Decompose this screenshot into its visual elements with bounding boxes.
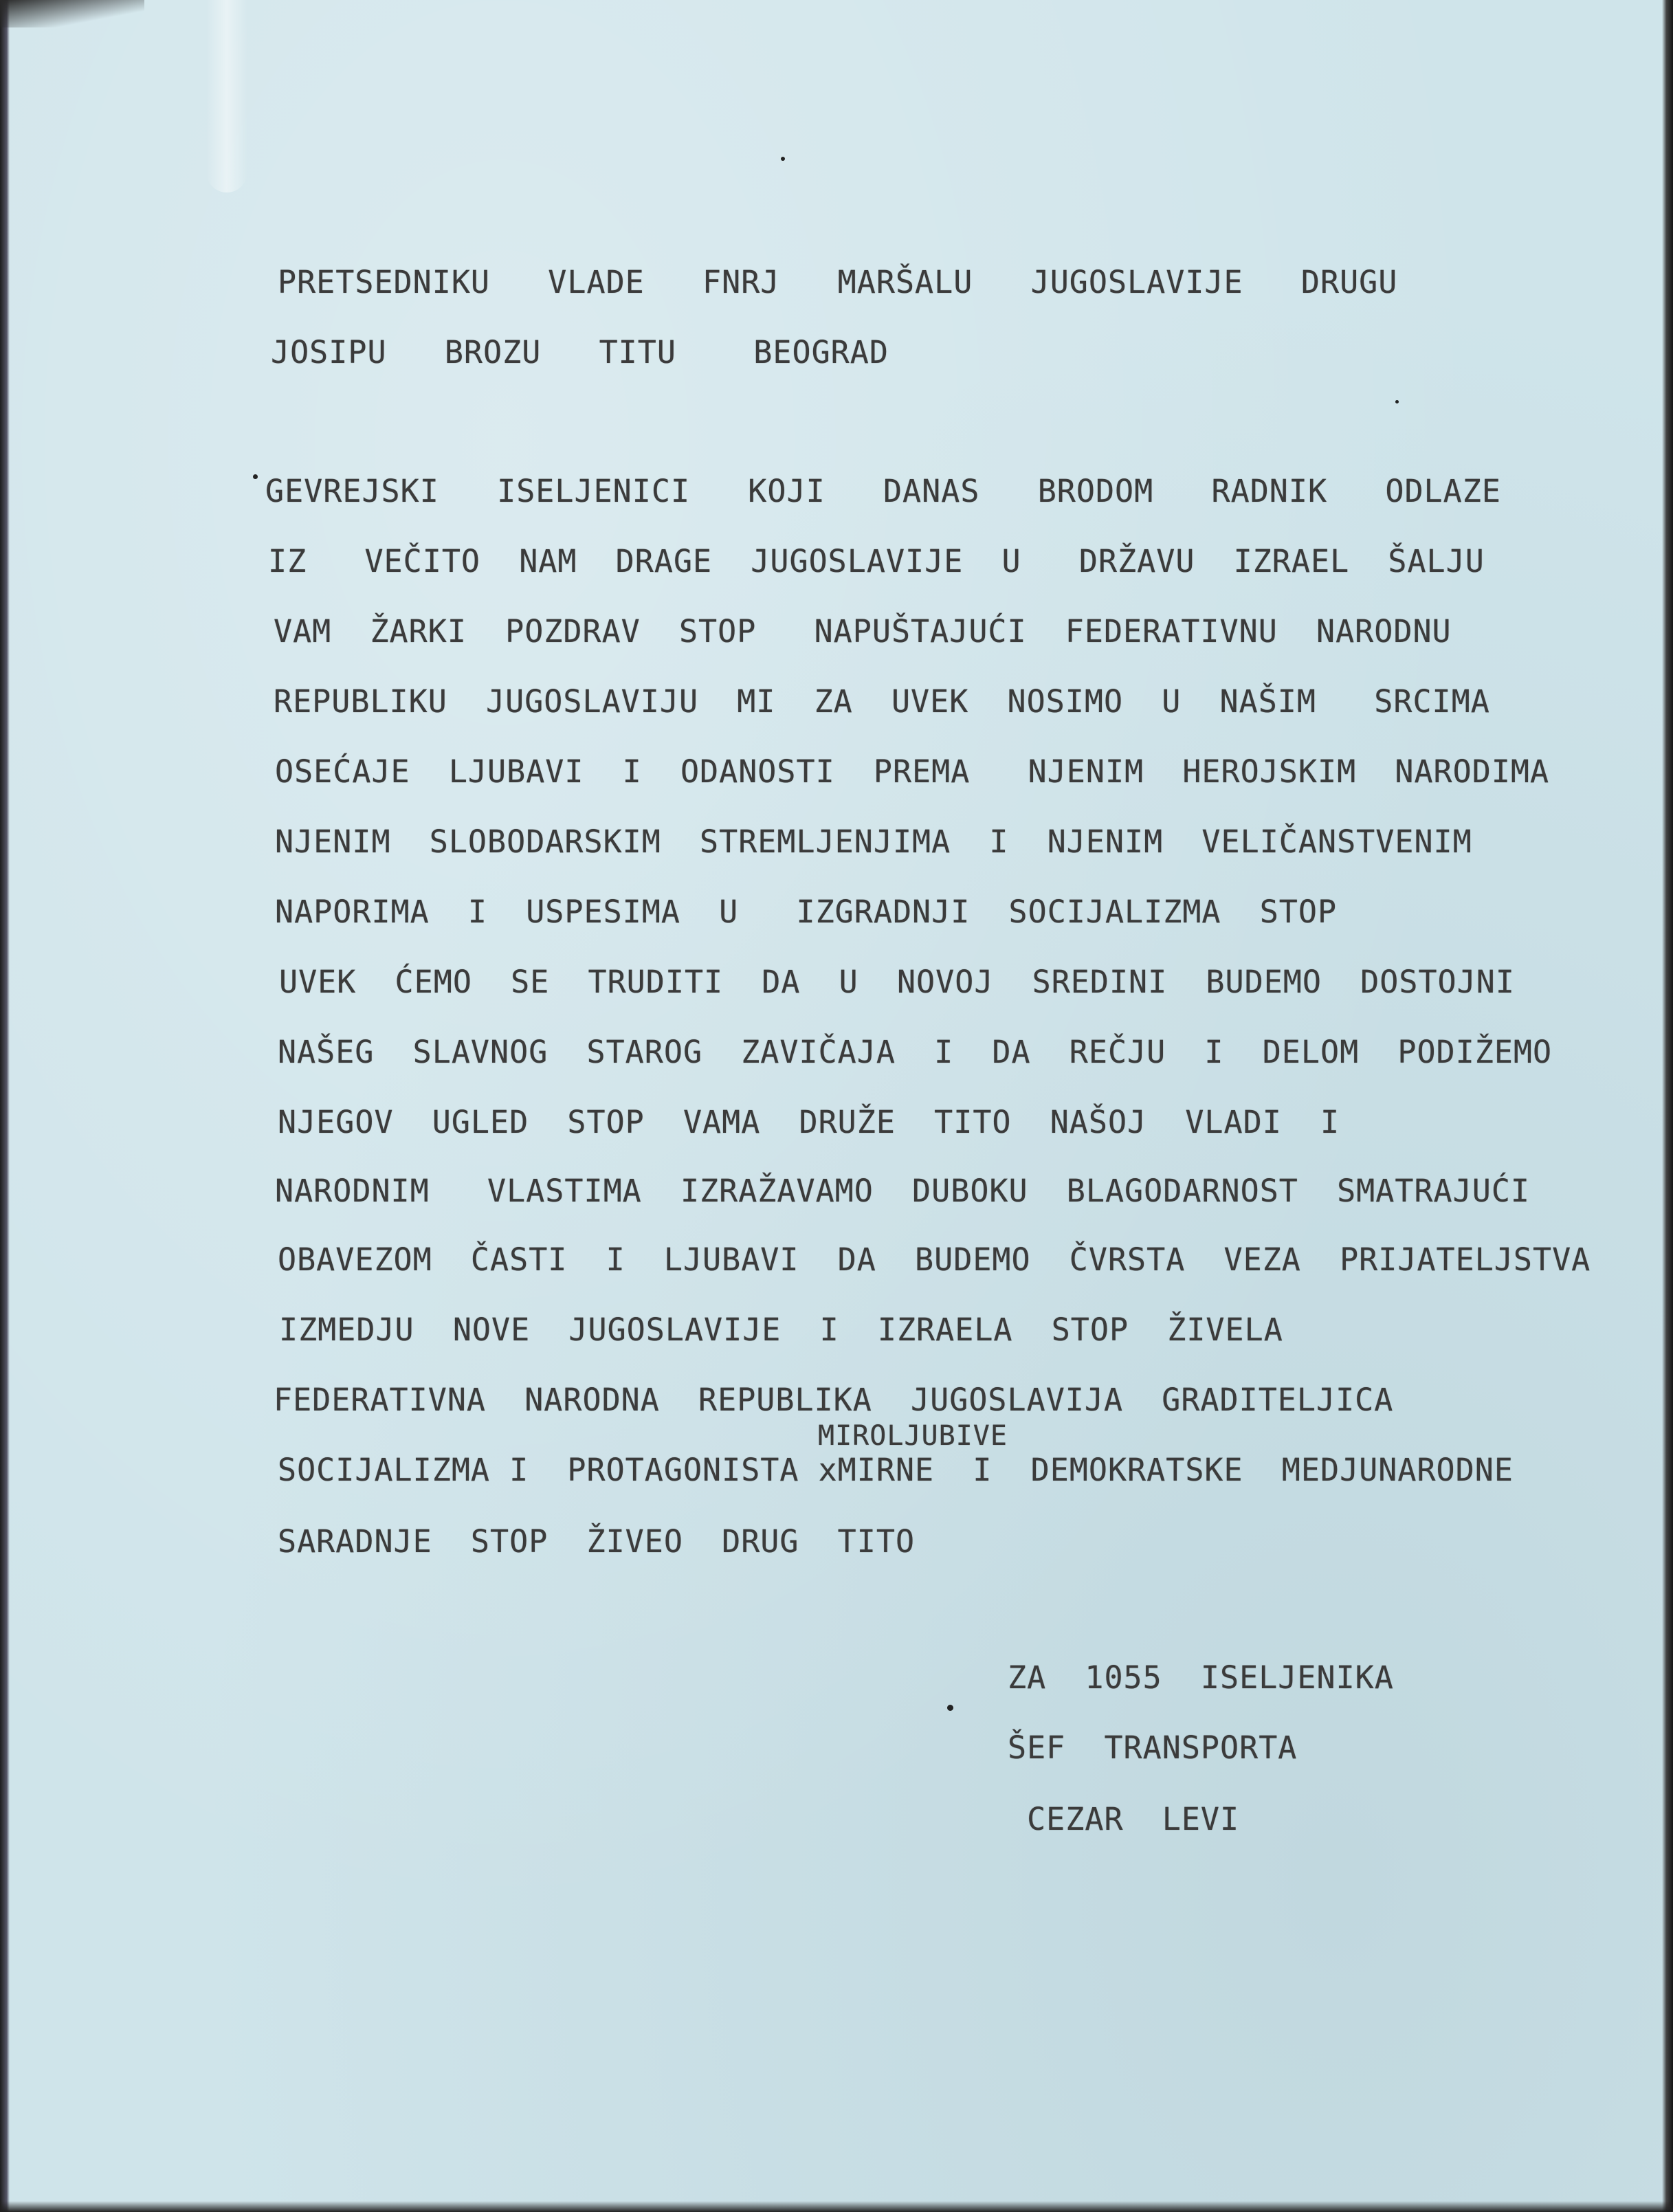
body-line-10: NJEGOV UGLED STOP VAMA DRUŽE TITO NAŠOJ VLADI I	[278, 1104, 1340, 1140]
body-line-5: OSEĆAJE LJUBAVI I ODANOSTI PREMA NJENIM HEROJSKIM NARODIMA	[275, 753, 1550, 790]
body-line-4: REPUBLIKU JUGOSLAVIJU MI ZA UVEK NOSIMO U NAŠIM SRCIMA	[274, 683, 1490, 720]
body-line-12: OBAVEZOM ČASTI I LJUBAVI DA BUDEMO ČVRSTA VEZA PRIJATELJSTVA	[278, 1241, 1591, 1278]
body-line-13: IZMEDJU NOVE JUGOSLAVIJE I IZRAELA STOP ŽIVELA	[279, 1312, 1283, 1348]
body-line-16: SARADNJE STOP ŽIVEO DRUG TITO	[278, 1523, 916, 1560]
signature-line-1: ZA 1055 ISELJENIKA	[1008, 1659, 1394, 1696]
body-line-14: FEDERATIVNA NARODNA REPUBLIKA JUGOSLAVIJA GRADITELJICA	[274, 1382, 1394, 1418]
paper-fold-mark	[206, 0, 247, 192]
body-line-3: VAM ŽARKI POZDRAV STOP NAPUŠTAJUĆI FEDERATIVNU NARODNU	[274, 613, 1452, 650]
scan-corner-shadow	[0, 0, 144, 27]
signature-line-2: ŠEF TRANSPORTA	[1008, 1729, 1298, 1766]
body-line-9: NAŠEG SLAVNOG STAROG ZAVIČAJA I DA REČJU I DELOM PODIŽEMO	[278, 1034, 1553, 1070]
body-line-6: NJENIM SLOBODARSKIM STREMLJENJIMA I NJENIM VELIČANSTVENIM	[275, 823, 1472, 860]
ink-speck	[253, 474, 258, 479]
scan-edge-right	[1662, 0, 1673, 2212]
address-line-1: PRETSEDNIKU VLADE FNRJ MARŠALU JUGOSLAVIJE DRUGU	[278, 264, 1398, 300]
ink-speck	[1395, 400, 1399, 403]
address-line-2: JOSIPU BROZU TITU BEOGRAD	[271, 334, 889, 370]
body-line-1: GEVREJSKI ISELJENICI KOJI DANAS BRODOM RADNIK ODLAZE	[265, 473, 1501, 509]
body-line-2: IZ VEČITO NAM DRAGE JUGOSLAVIJE U DRŽAVU IZRAEL ŠALJU	[268, 543, 1485, 579]
typed-insertion: MIROLJUBIVE	[818, 1420, 1008, 1452]
body-line-7: NAPORIMA I USPESIMA U IZGRADNJI SOCIJALIZMA STOP	[275, 894, 1338, 930]
signature-line-3: CEZAR LEVI	[1008, 1801, 1240, 1837]
scan-edge-bottom	[0, 2201, 1673, 2212]
body-line-11: NARODNIM VLASTIMA IZRAŽAVAMO DUBOKU BLAGODARNOST SMATRAJUĆI	[275, 1173, 1530, 1209]
body-line-8: UVEK ĆEMO SE TRUDITI DA U NOVOJ SREDINI BUDEMO DOSTOJNI	[279, 964, 1515, 1000]
body-line-15: SOCIJALIZMA I PROTAGONISTA xMIRNE I DEMOKRATSKE MEDJUNARODNE	[278, 1452, 1514, 1488]
ink-speck	[781, 157, 785, 161]
scan-edge-left	[0, 0, 10, 2212]
ink-speck	[947, 1705, 953, 1711]
